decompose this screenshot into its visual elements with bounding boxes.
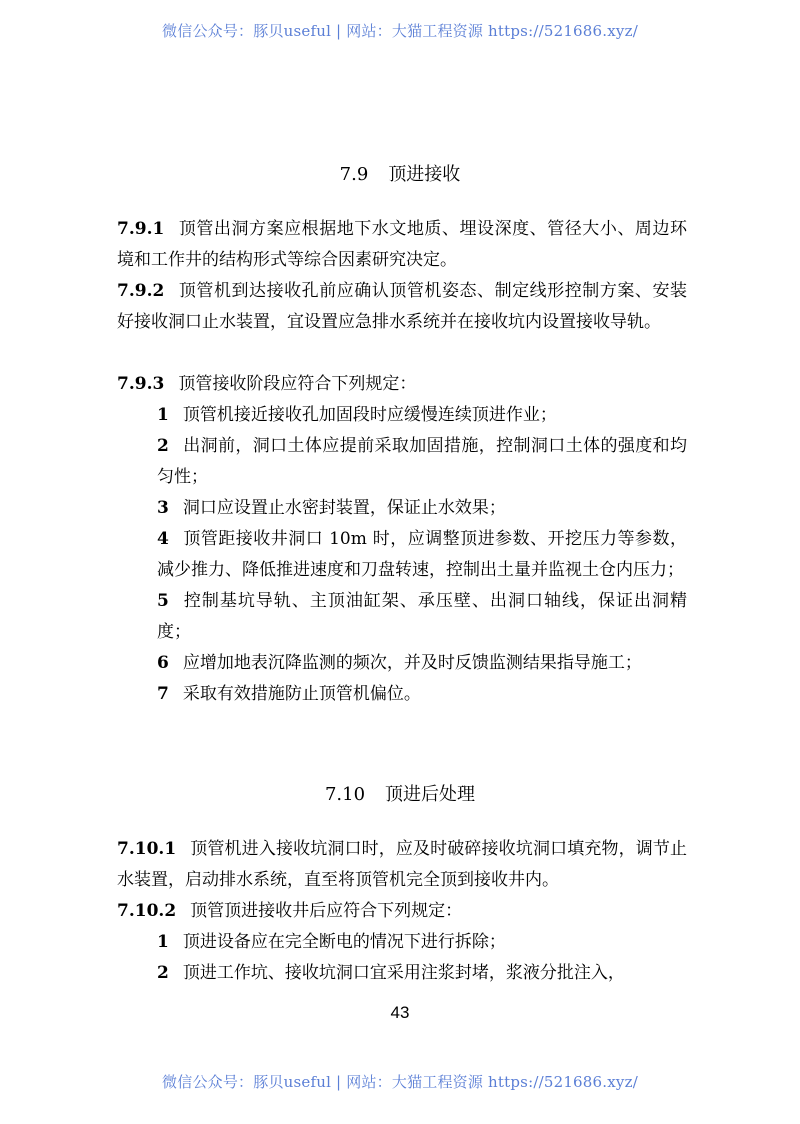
clause-7-10-1 [117, 834, 687, 896]
item-number: 1 [157, 405, 169, 425]
item-number: 4 [157, 529, 169, 549]
item-number: 6 [157, 653, 169, 673]
clause-number: 7.10.1 [117, 839, 177, 859]
watermark-bottom: 微信公众号：豚贝useful | 网站：大猫工程资源 https://521686.xyz/ [162, 1073, 638, 1091]
watermark-top: 微信公众号：豚贝useful | 网站：大猫工程资源 https://521686.xyz/ [162, 22, 638, 40]
clause-text: 顶管机到达接收孔前应确认顶管机姿态、制定线形控制方案、安装好接收洞口止水装置，宜设置应急排水系统并在接收坑内设置接收导轨。 [117, 281, 687, 332]
list-item [117, 679, 687, 710]
item-number: 1 [157, 932, 169, 952]
list-item [117, 431, 687, 493]
clause-7-9-2 [117, 276, 687, 338]
clause-7-9-1 [117, 214, 687, 276]
item-text: 采取有效措施防止顶管机偏位。 [182, 684, 421, 704]
item-text: 顶管距接收井洞口 10m 时，应调整顶进参数、开挖压力等参数，减少推力、降低推进速度和刀盘转速，控制出土量并监视土仓内压力； [157, 529, 687, 580]
item-text: 顶进工作坑、接收坑洞口宜采用注浆封堵，浆液分批注入， [182, 963, 625, 983]
item-text: 顶进设备应在完全断电的情况下进行拆除； [182, 932, 506, 952]
item-number: 7 [157, 684, 169, 704]
section-number: 7.10 [324, 784, 366, 805]
item-text: 出洞前，洞口土体应提前采取加固措施，控制洞口土体的强度和均匀性； [157, 436, 687, 487]
clause-number: 7.9.2 [117, 281, 165, 301]
section-title: 顶进接收 [388, 164, 461, 185]
list-item [117, 586, 687, 648]
item-text: 应增加地表沉降监测的频次，并及时反馈监测结果指导施工； [182, 653, 642, 673]
list-item [117, 958, 687, 989]
list-item [117, 400, 687, 431]
item-text: 顶管机接近接收孔加固段时应缓慢连续顶进作业； [182, 405, 557, 425]
item-text: 洞口应设置止水密封装置，保证止水效果； [182, 498, 506, 518]
list-item [117, 927, 687, 958]
item-number: 2 [157, 436, 169, 456]
section-number: 7.9 [339, 164, 369, 185]
page-number: 43 [390, 1003, 410, 1022]
section-heading-7-9 [0, 160, 800, 186]
clause-7-10-2 [117, 896, 687, 927]
list-item [117, 524, 687, 586]
list-7-10-2 [117, 927, 687, 989]
list-item [117, 493, 687, 524]
clause-number: 7.9.3 [117, 374, 165, 394]
item-number: 5 [157, 591, 169, 611]
item-text: 控制基坑导轨、主顶油缸架、承压壁、出洞口轴线，保证出洞精度； [157, 591, 687, 642]
clause-7-9-3 [117, 369, 687, 400]
clause-number: 7.9.1 [117, 219, 165, 239]
list-item [117, 648, 687, 679]
clause-text: 顶管顶进接收井后应符合下列规定： [190, 901, 463, 921]
item-number: 2 [157, 963, 169, 983]
clause-number: 7.10.2 [117, 901, 177, 921]
section-heading-7-10 [0, 780, 800, 806]
clause-text: 顶管出洞方案应根据地下水文地质、埋设深度、管径大小、周边环境和工作井的结构形式等综合因素研究决定。 [117, 219, 687, 270]
clause-text: 顶管接收阶段应符合下列规定： [178, 374, 417, 394]
clause-text: 顶管机进入接收坑洞口时，应及时破碎接收坑洞口填充物，调节止水装置，启动排水系统，直至将顶管机完全顶到接收井内。 [117, 839, 687, 890]
list-7-9-3 [117, 400, 687, 710]
section-title: 顶进后处理 [385, 784, 476, 805]
item-number: 3 [157, 498, 169, 518]
